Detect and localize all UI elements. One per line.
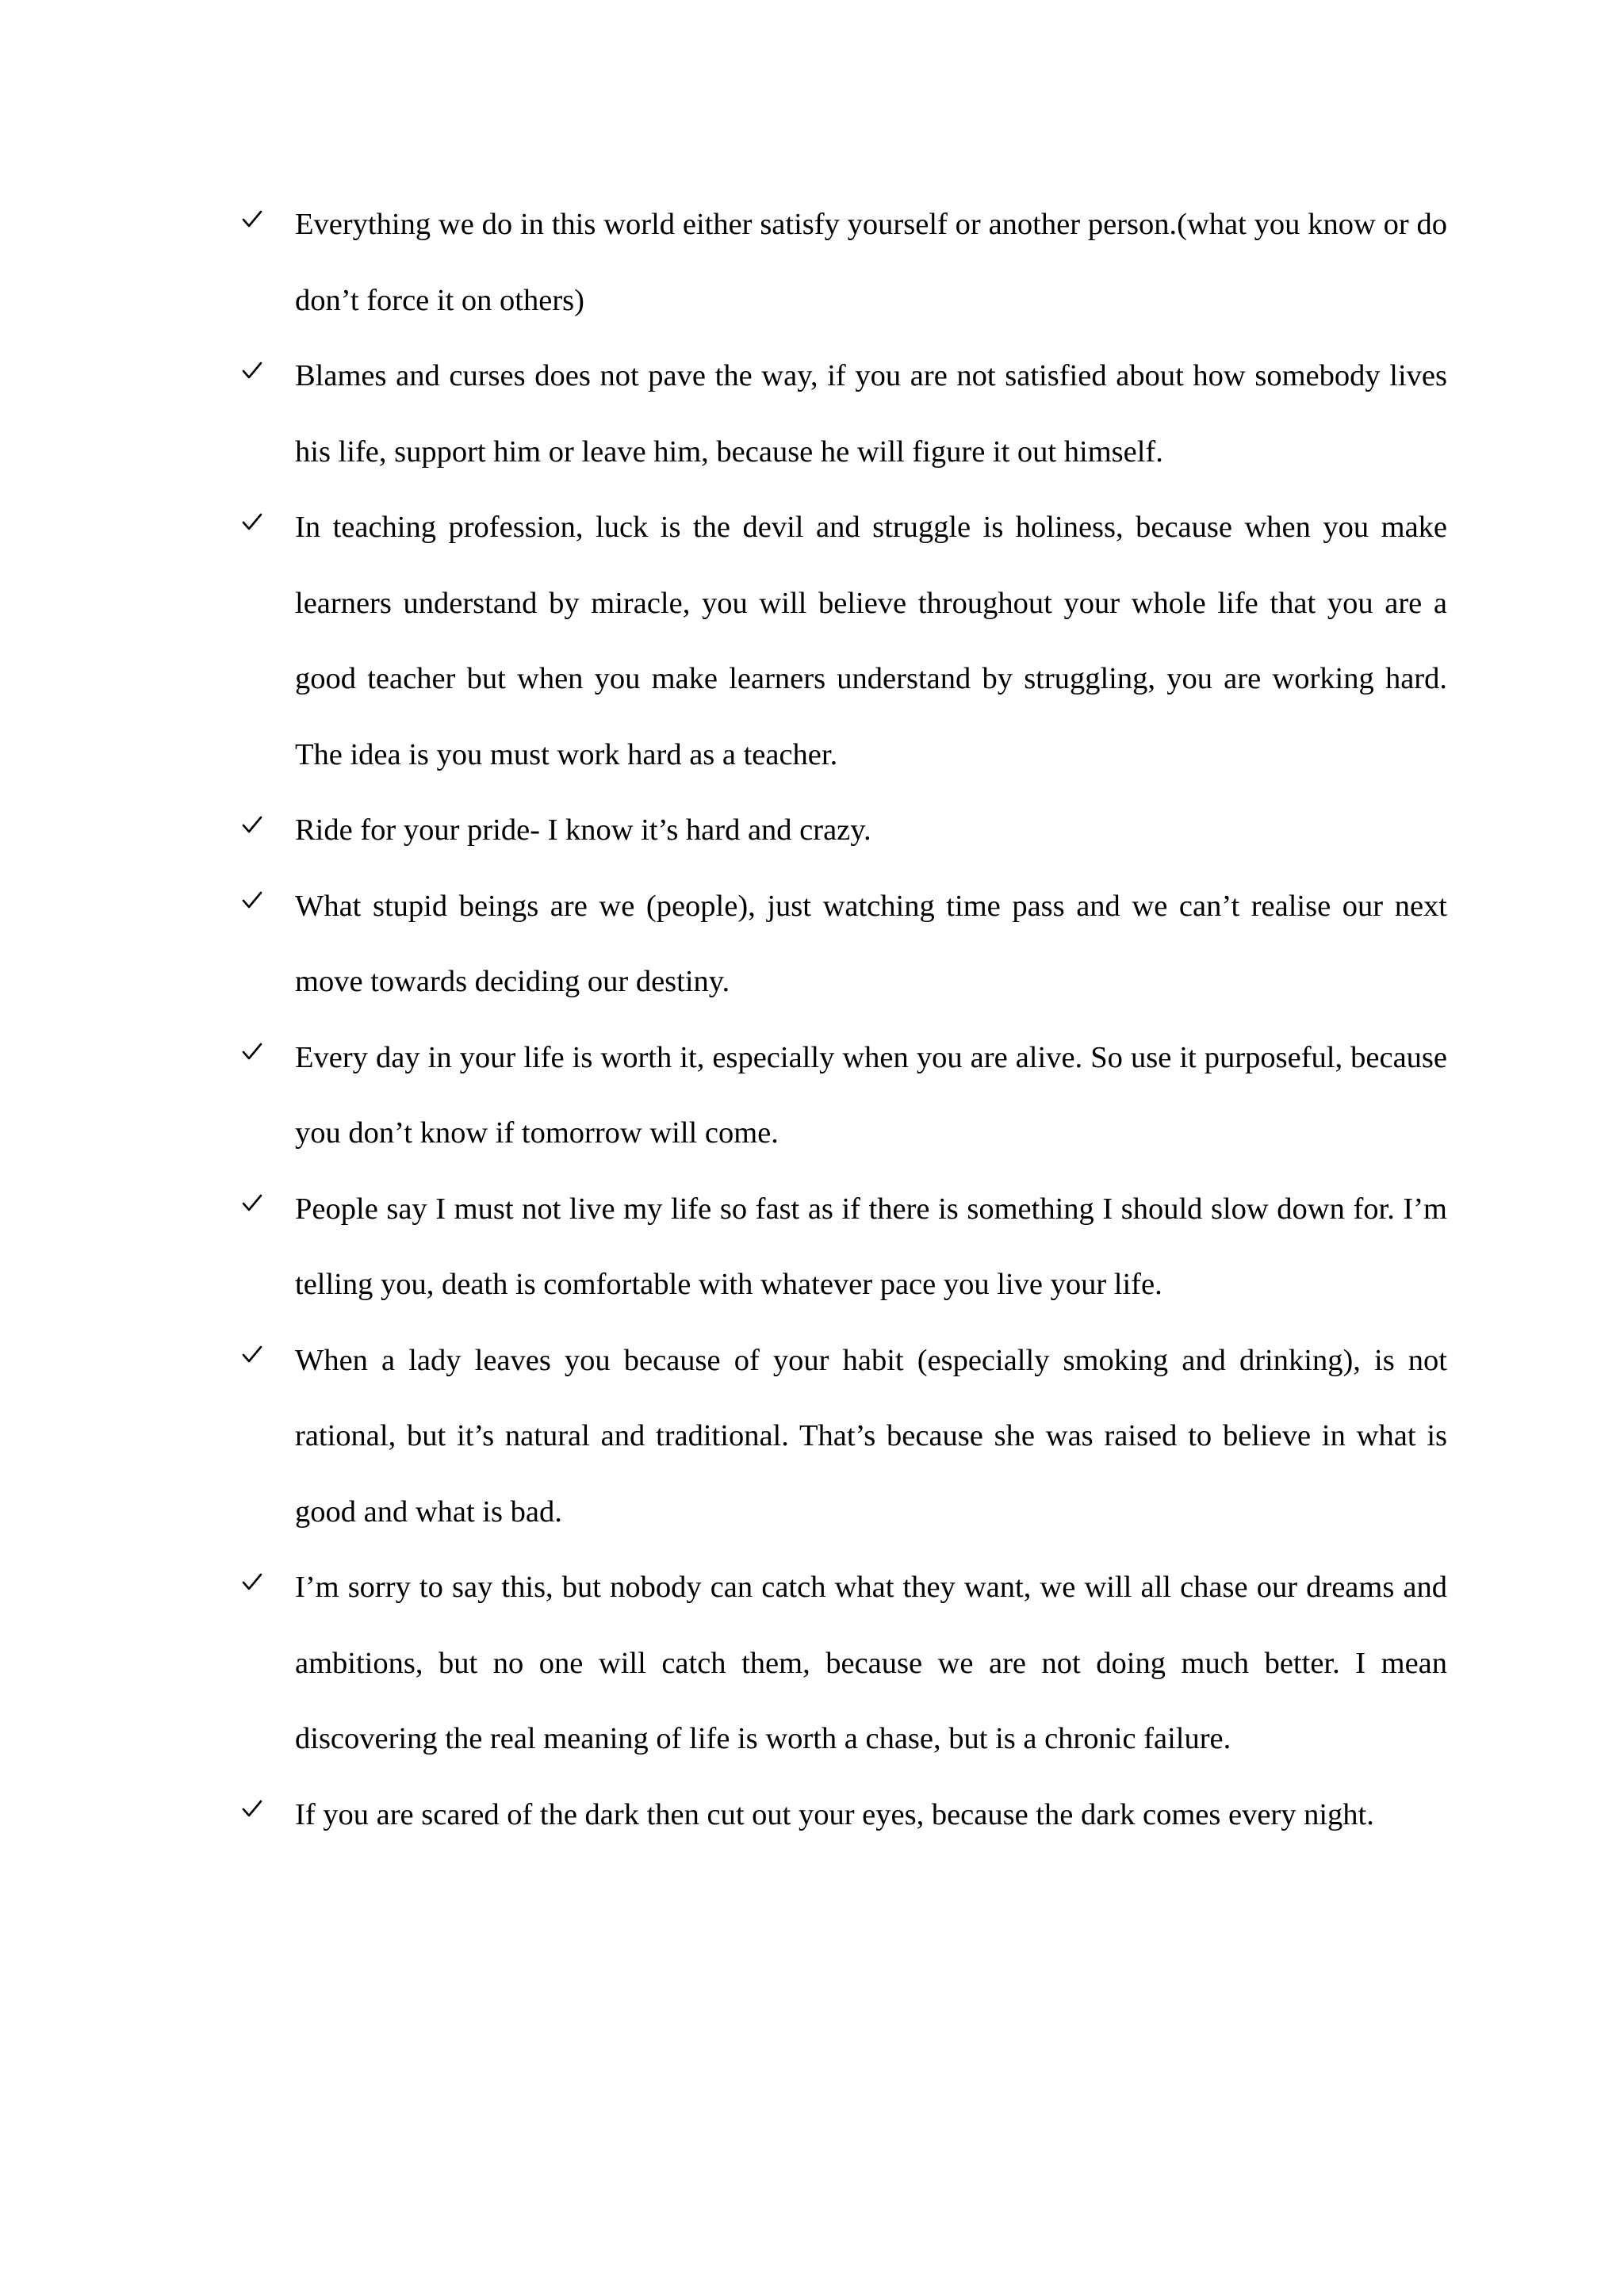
- check-icon: [242, 1777, 266, 1854]
- bullet-list: [242, 187, 1447, 1853]
- list-item-text: When a lady leaves you because of your habit (especially smoking and drinking), is not rational, but it’s natural and traditional. That’s because she was raised to believe in what is good and what is bad.: [295, 1343, 1447, 1529]
- check-icon: [242, 793, 266, 869]
- list-item-text: If you are scared of the dark then cut out your eyes, because the dark comes every night.: [295, 1797, 1374, 1831]
- list-item: [242, 187, 1447, 339]
- list-item-text: Blames and curses does not pave the way, if you are not satisfied about how somebody lives his life, support him or leave him, because he will figure it out himself.: [295, 359, 1447, 469]
- check-icon: [242, 187, 266, 263]
- list-item: [242, 1172, 1447, 1323]
- check-icon: [242, 1020, 266, 1096]
- list-item: [242, 1323, 1447, 1551]
- list-item-text: People say I must not live my life so fast as if there is something I should slow down for. I’m telling you, death is comfortable with whatever pace you live your life.: [295, 1192, 1447, 1301]
- list-item-text: Every day in your life is worth it, especially when you are alive. So use it purposeful, because you don’t know if tomorrow will come.: [295, 1040, 1447, 1150]
- list-item: [242, 869, 1447, 1020]
- check-icon: [242, 490, 266, 566]
- check-icon: [242, 1172, 266, 1248]
- list-item: [242, 1777, 1447, 1854]
- list-item: [242, 1020, 1447, 1172]
- check-icon: [242, 1323, 266, 1399]
- check-icon: [242, 339, 266, 415]
- check-icon: [242, 869, 266, 945]
- check-icon: [242, 1550, 266, 1626]
- list-item: [242, 1550, 1447, 1777]
- list-item: [242, 490, 1447, 793]
- list-item: [242, 793, 1447, 869]
- list-item: [242, 339, 1447, 490]
- list-item-text: Everything we do in this world either satisfy yourself or another person.(what you know or do don’t force it on others): [295, 208, 1447, 317]
- list-item-text: In teaching profession, luck is the devil and struggle is holiness, because when you make learners understand by miracle, you will believe throughout your whole life that you are a good teacher but when you make learners understand by struggling, you are working hard. The idea is you must work hard as a teacher.: [295, 511, 1447, 771]
- list-item-text: What stupid beings are we (people), just watching time pass and we can’t realise our next move towards deciding our destiny.: [295, 889, 1447, 998]
- list-item-text: Ride for your pride- I know it’s hard and crazy.: [295, 813, 871, 847]
- list-item-text: I’m sorry to say this, but nobody can catch what they want, we will all chase our dreams and ambitions, but no one will catch them, because we are not doing much better. I mean discovering the real meaning of life is worth a chase, but is a chronic failure.: [295, 1571, 1447, 1755]
